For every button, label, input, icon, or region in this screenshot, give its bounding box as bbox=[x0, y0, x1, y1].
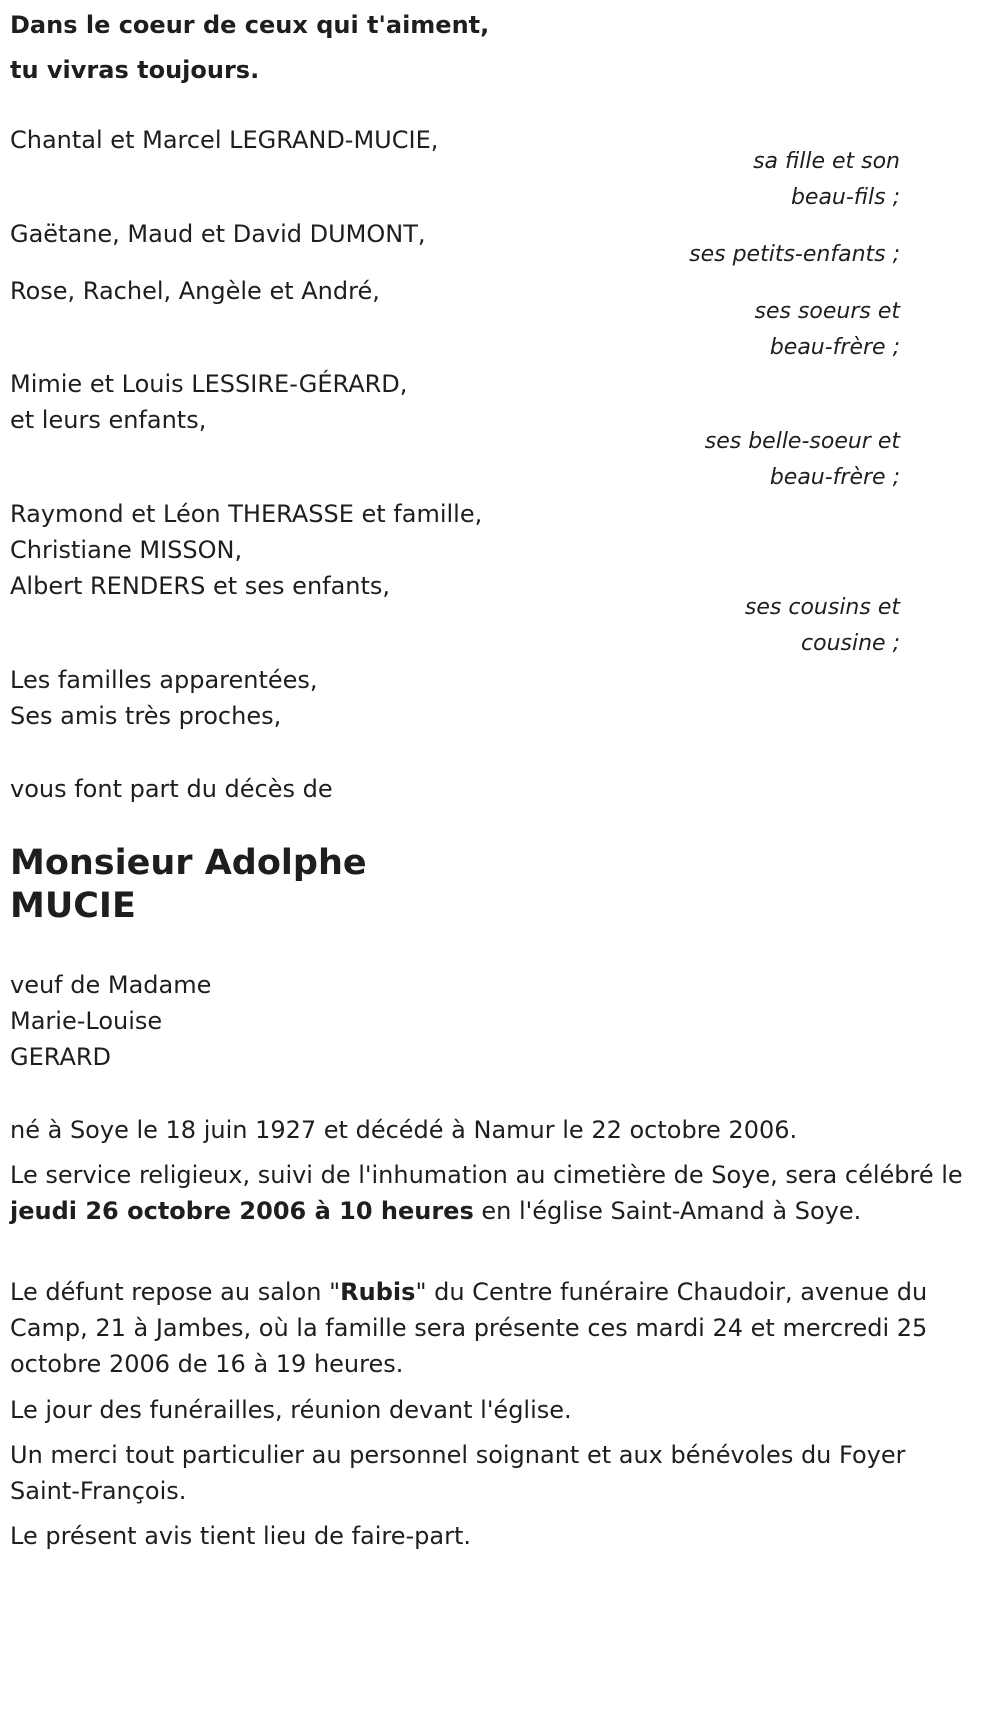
deceased-name-line-2: MUCIE bbox=[10, 886, 136, 926]
family-names: Christiane MISSON, bbox=[10, 536, 243, 564]
rest-paragraph bbox=[10, 1274, 970, 1382]
family-relation: beau-frère ; bbox=[769, 335, 900, 360]
family-relation: ses petits-enfants ; bbox=[689, 242, 900, 267]
service-paragraph bbox=[10, 1157, 970, 1229]
epigraph-line-2: tu vivras toujours. bbox=[10, 56, 260, 84]
family-relation: beau-fils ; bbox=[790, 185, 900, 210]
family-names: Raymond et Léon THERASSE et famille, bbox=[10, 500, 483, 528]
spouse-line: GERARD bbox=[10, 1043, 112, 1071]
service-text: en l'église Saint-Amand à Soye. bbox=[473, 1197, 862, 1225]
family-names: Mimie et Louis LESSIRE-GÉRARD, bbox=[10, 370, 408, 398]
family-relation: ses soeurs et bbox=[754, 299, 900, 324]
notice-paragraph: Le présent avis tient lieu de faire-part. bbox=[10, 1522, 472, 1550]
family-relation: ses cousins et bbox=[744, 595, 900, 620]
family-names: Albert RENDERS et ses enfants, bbox=[10, 572, 391, 600]
service-text: Le service religieux, suivi de l'inhumation au cimetière de Soye, sera célébré le bbox=[10, 1161, 963, 1189]
family-relation: cousine ; bbox=[801, 631, 900, 656]
family-relation: sa fille et son bbox=[753, 149, 900, 174]
family-names: Gaëtane, Maud et David DUMONT, bbox=[10, 220, 426, 248]
family-relation: ses belle-soeur et bbox=[704, 429, 900, 454]
rest-text: " du Centre funéraire Chaudoir, avenue du Camp, 21 à Jambes, où la famille sera présente ces mardi 24 et mercredi 25 octobre 2006 de 16 à 19 heures. bbox=[10, 1278, 928, 1378]
spouse-line: veuf de Madame bbox=[10, 971, 212, 999]
spouse-line: Marie-Louise bbox=[10, 1007, 163, 1035]
family-names: Ses amis très proches, bbox=[10, 702, 282, 730]
epigraph-line-1: Dans le coeur de ceux qui t'aiment, bbox=[10, 11, 490, 39]
family-names: Rose, Rachel, Angèle et André, bbox=[10, 277, 380, 305]
thanks-paragraph: Un merci tout particulier au personnel soignant et aux bénévoles du Foyer Saint-François. bbox=[10, 1441, 906, 1505]
birth-death-paragraph: né à Soye le 18 juin 1927 et décédé à Namur le 22 octobre 2006. bbox=[10, 1116, 798, 1144]
deceased-name-line-1: Monsieur Adolphe bbox=[10, 843, 367, 883]
family-names: Les familles apparentées, bbox=[10, 666, 318, 694]
announcement: vous font part du décès de bbox=[10, 775, 333, 803]
family-relation: beau-frère ; bbox=[769, 465, 900, 490]
service-date: jeudi 26 octobre 2006 à 10 heures bbox=[10, 1197, 474, 1225]
meeting-paragraph: Le jour des funérailles, réunion devant l'église. bbox=[10, 1396, 572, 1424]
rest-salon-name: Rubis bbox=[340, 1278, 416, 1306]
rest-text: Le défunt repose au salon " bbox=[10, 1278, 341, 1306]
family-names: Chantal et Marcel LEGRAND-MUCIE, bbox=[10, 126, 439, 154]
family-names: et leurs enfants, bbox=[10, 406, 207, 434]
